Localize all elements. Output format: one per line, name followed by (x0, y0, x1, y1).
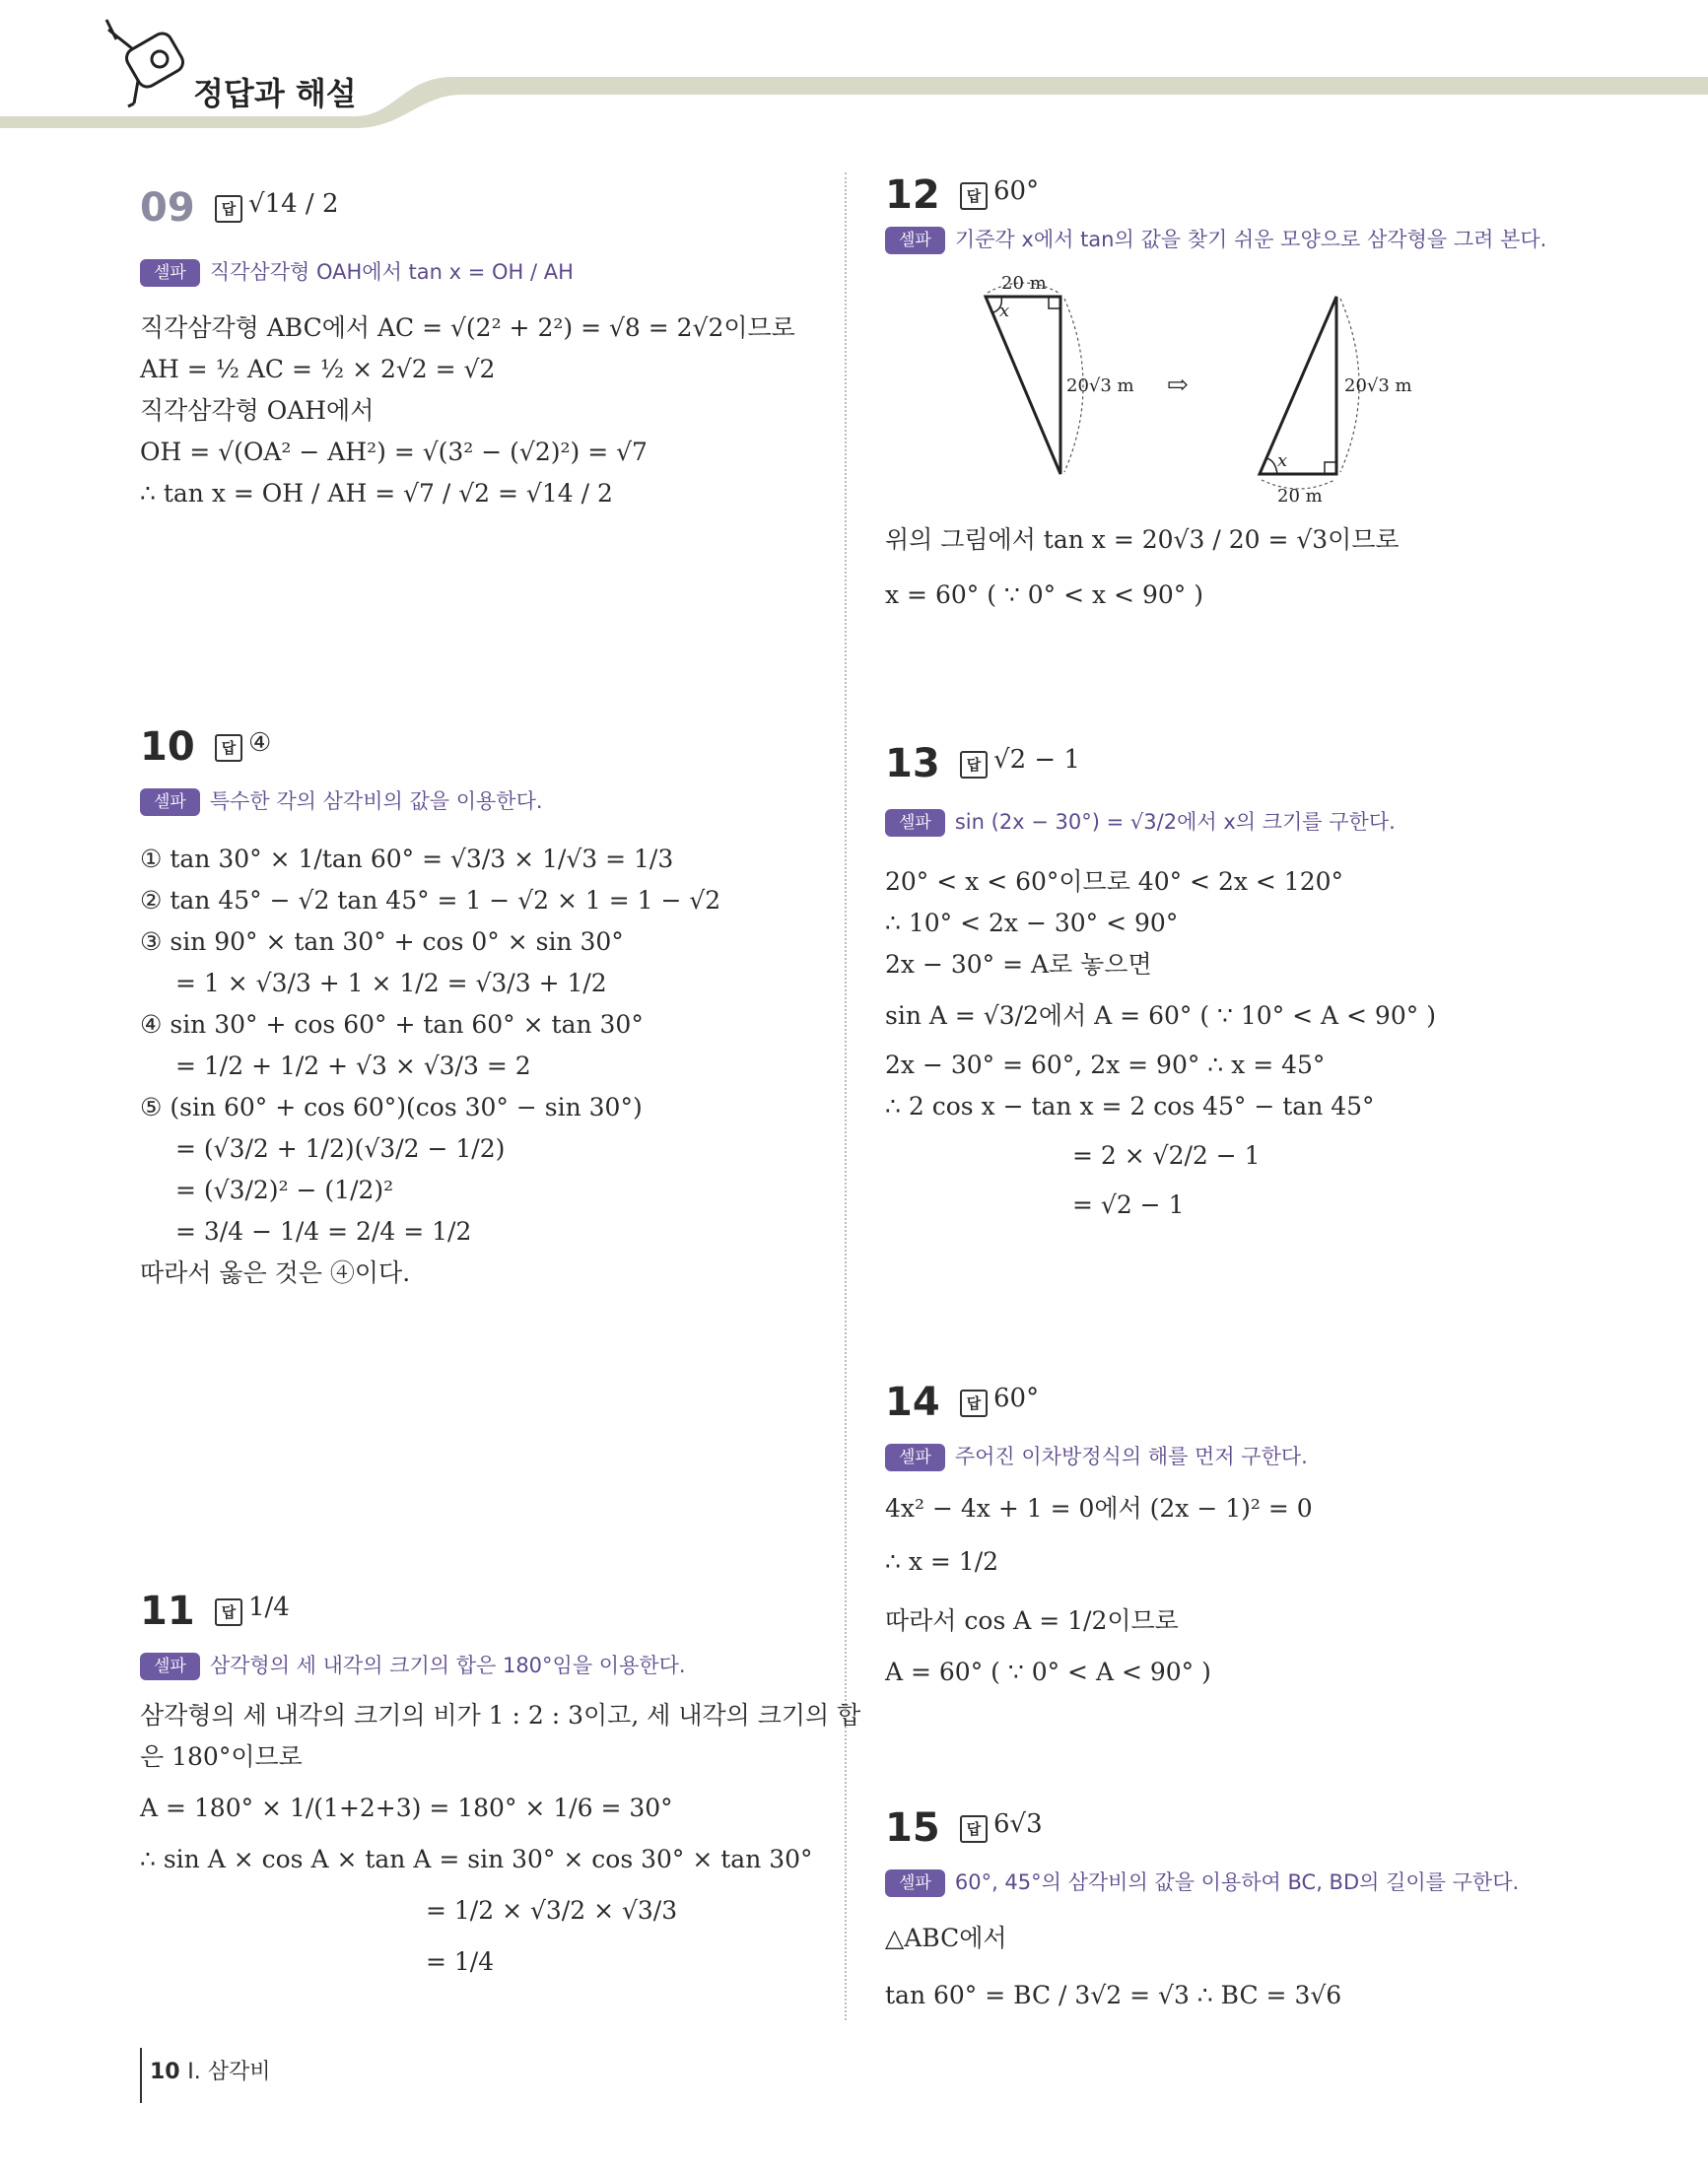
answer-value: 60° (993, 176, 1040, 206)
problem-13 (885, 741, 1575, 1226)
solution-line: 20° < x < 60°이므로 40° < 2x < 120° (885, 867, 1344, 896)
solution-line: sin A = √3/2에서 A = 60° ( ∵ 10° < A < 90° ) (885, 1001, 1436, 1030)
solution-line: = 1 × √3/3 + 1 × 1/2 = √3/3 + 1/2 (175, 969, 607, 997)
answer-value: 60° (993, 1384, 1040, 1413)
answer-badge: 답 (960, 1390, 988, 1417)
solution-line: ∴ 2 cos x − tan x = 2 cos 45° − tan 45° (885, 1092, 1375, 1120)
header-title: 정답과 해설 (193, 75, 357, 112)
solution-line: △ABC에서 (885, 1924, 1007, 1952)
problem-10 (140, 724, 830, 1294)
hint-row (885, 1865, 1575, 1904)
solution-line: ∴ tan x = OH / AH = √7 / √2 = √14 / 2 (140, 479, 613, 508)
solution-line: 따라서 옳은 것은 ④이다. (140, 1258, 411, 1287)
answer-badge: 답 (215, 195, 242, 223)
hint-badge: 셀파 (885, 1444, 945, 1471)
hint-text: 삼각형의 세 내각의 크기의 합은 180°임을 이용한다. (209, 1654, 686, 1677)
column-divider (845, 172, 847, 2020)
answer-badge: 답 (960, 182, 988, 210)
solution-line: OH = √(OA² − AH²) = √(3² − (√2)²) = √7 (140, 438, 648, 466)
solution-line: ∴ x = 1/2 (885, 1547, 999, 1576)
solution-line: 은 180°이므로 (140, 1742, 303, 1771)
problem-14 (885, 1380, 1575, 1693)
solution-line: 직각삼각형 ABC에서 AC = √(2² + 2²) = √8 = 2√2이므로 (140, 313, 795, 342)
hint-row (885, 222, 1575, 261)
chapter-name: I. 삼각비 (187, 2060, 271, 2084)
solution-line: 삼각형의 세 내각의 크기의 비가 1 : 2 : 3이고, 세 내각의 크기의 합 (140, 1701, 861, 1730)
hint-badge: 셀파 (140, 1653, 200, 1680)
hint-badge: 셀파 (885, 227, 945, 254)
solution-line: ∴ 10° < 2x − 30° < 90° (885, 909, 1179, 937)
answer-value: 1/4 (248, 1593, 290, 1622)
answer-badge: 답 (215, 1598, 242, 1626)
figure-label-bottom: 20 m (1277, 486, 1323, 507)
problem-15 (885, 1805, 1575, 2016)
solution-line: ① tan 30° × 1/tan 60° = √3/3 × 1/√3 = 1/3 (140, 845, 674, 873)
hint-badge: 셀파 (885, 809, 945, 837)
solution-line: 위의 그림에서 tan x = 20√3 / 20 = √3이므로 (885, 525, 1400, 554)
solution-line: AH = ½ AC = ½ × 2√2 = √2 (140, 355, 496, 383)
problem-09 (140, 185, 830, 514)
answer-value: 6√3 (993, 1809, 1043, 1839)
hint-row (885, 1439, 1575, 1478)
solution-line: = √2 − 1 (1072, 1190, 1185, 1219)
mascot-icon (99, 10, 207, 108)
hint-text: 직각삼각형 OAH에서 tan x = OH / AH (209, 260, 574, 284)
solution-line: = 1/2 × √3/2 × √3/3 (426, 1896, 678, 1925)
solution-line: ③ sin 90° × tan 30° + cos 0° × sin 30° (140, 927, 624, 956)
answer-badge: 답 (960, 751, 988, 779)
answer-badge: 답 (960, 1815, 988, 1843)
solution-line: A = 180° × 1/(1+2+3) = 180° × 1/6 = 30° (140, 1794, 673, 1822)
hint-text: 주어진 이차방정식의 해를 먼저 구한다. (954, 1445, 1308, 1468)
triangle-figure (964, 267, 1555, 513)
hint-badge: 셀파 (140, 259, 200, 287)
hint-row (140, 783, 830, 823)
solution-line: 2x − 30° = A로 놓으면 (885, 950, 1152, 979)
hint-badge: 셀파 (885, 1869, 945, 1897)
problem-number: 11 (140, 1589, 195, 1634)
hint-text: sin (2x − 30°) = √3/2에서 x의 크기를 구한다. (954, 810, 1396, 834)
hint-text: 60°, 45°의 삼각비의 값을 이용하여 BC, BD의 길이를 구한다. (954, 1870, 1520, 1894)
hint-row (140, 254, 830, 294)
solution-line: 따라서 cos A = 1/2이므로 (885, 1606, 1179, 1635)
triangle-diagram (964, 267, 1555, 513)
problem-number: 10 (140, 724, 195, 770)
figure-label-side-1: 20√3 m (1066, 375, 1134, 396)
problem-11 (140, 1589, 861, 1983)
solution-line: = (√3/2 + 1/2)(√3/2 − 1/2) (175, 1134, 506, 1163)
page-number: 10 (150, 2060, 180, 2084)
hint-badge: 셀파 (140, 788, 200, 816)
figure-arrow: ⇨ (1167, 371, 1189, 400)
problem-number: 12 (885, 172, 940, 218)
answer-value: √14 / 2 (248, 189, 339, 219)
solution-line: = 1/4 (426, 1947, 495, 1976)
figure-label-var-2: x (1277, 450, 1288, 471)
solution-line: 2x − 30° = 60°, 2x = 90° ∴ x = 45° (885, 1051, 1326, 1079)
solution-line: ⑤ (sin 60° + cos 60°)(cos 30° − sin 30°) (140, 1093, 643, 1121)
solution-line: ④ sin 30° + cos 60° + tan 60° × tan 30° (140, 1010, 644, 1039)
solution-line: x = 60° ( ∵ 0° < x < 90° ) (885, 580, 1203, 609)
hint-text: 특수한 각의 삼각비의 값을 이용한다. (209, 789, 543, 813)
solution-line: 4x² − 4x + 1 = 0에서 (2x − 1)² = 0 (885, 1494, 1313, 1523)
figure-label-var-1: x (999, 301, 1010, 321)
problem-12 (885, 172, 1575, 616)
problem-number: 09 (140, 185, 195, 231)
footer (150, 2055, 271, 2085)
answer-value: √2 − 1 (993, 745, 1080, 775)
solution-line: = (√3/2)² − (1/2)² (175, 1176, 394, 1204)
solution-line: = 2 × √2/2 − 1 (1072, 1141, 1261, 1170)
hint-row (140, 1648, 830, 1687)
problem-number: 13 (885, 741, 940, 786)
answer-value: ④ (248, 728, 272, 758)
solution-line: 직각삼각형 OAH에서 (140, 396, 375, 425)
answer-badge: 답 (215, 734, 242, 762)
problem-number: 15 (885, 1805, 940, 1851)
figure-label-side-2: 20√3 m (1344, 375, 1412, 396)
solution-line: = 1/2 + 1/2 + √3 × √3/3 = 2 (175, 1052, 531, 1080)
figure-label-top: 20 m (1001, 273, 1047, 294)
hint-row (885, 804, 1575, 844)
solution-line: A = 60° ( ∵ 0° < A < 90° ) (885, 1658, 1211, 1686)
solution-line: tan 60° = BC / 3√2 = √3 ∴ BC = 3√6 (885, 1981, 1342, 2009)
problem-number: 14 (885, 1380, 940, 1425)
solution-line: ② tan 45° − √2 tan 45° = 1 − √2 × 1 = 1 − √2 (140, 886, 721, 915)
solution-line: = 3/4 − 1/4 = 2/4 = 1/2 (175, 1217, 472, 1246)
hint-text: 기준각 x에서 tan의 값을 찾기 쉬운 모양으로 삼각형을 그려 본다. (954, 228, 1547, 251)
footer-bar (140, 2048, 142, 2103)
solution-line: ∴ sin A × cos A × tan A = sin 30° × cos 30° × tan 30° (140, 1845, 813, 1873)
